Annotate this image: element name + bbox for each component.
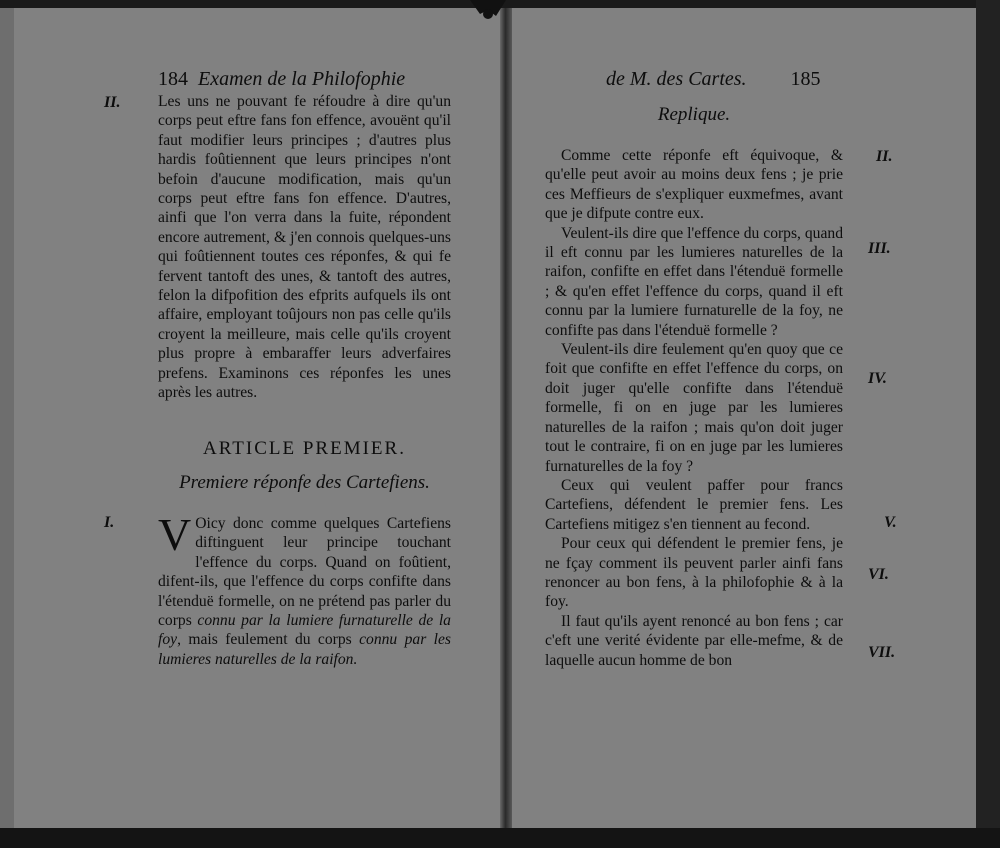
- right-running-head: [606, 68, 831, 91]
- paragraph: Veulent-ils dire que l'effence du corps, quand il eft connu par les lumieres naturelles de la raifon, confifte en effet dans l'étenduë formelle ; & qu'en effet l'effence du corps, quand il eft connu par la lumiere furnaturelle de la foy, ne confifte pas dans l'étenduë formelle ?: [545, 224, 843, 339]
- article-body-text: [158, 509, 451, 669]
- binding-clasp-icon: [466, 0, 510, 26]
- right-body-text: [545, 146, 843, 670]
- drop-cap: V: [158, 509, 192, 560]
- left-margin-number: II.: [104, 94, 121, 111]
- paragraph: Ceux qui veulent paffer pour francs Cartefiens, défendent le premier fens. Les Cartefiens mitigez s'en tiennent au fecond.: [545, 476, 843, 533]
- scan-edge-right: [976, 0, 1000, 848]
- article-text-emphasis: connu par la lumiere furnaturelle de la foy: [158, 612, 451, 649]
- right-margin-number: VII.: [868, 644, 896, 661]
- paragraph: Les uns ne pouvant fe réfoudre à dire qu'un corps peut eftre fans fon effence, avouënt qu'il faut modifier leurs principes ; d'autres plus hardis foûtiennent que leurs principes n'ont befoin d'aucune modification, mais qu'un corps peut eftre fans fon effence. D'autres, ainfi que l'on verra dans la fuite, répondent encore autrement, & j'en connois quelques-uns qui foûtiennent toutes ces réponfes, & qui fe fervent tantoft des unes, & tantoft des autres, felon la difpofition des efprits aufquels ils ont affaire, employant toûjours non pas celle qu'ils croyent la meilleure, mais celle qu'ils croyent plus propre à embaraffer leurs adverfaires prefens. Examinons ces réponfes les unes après les autres.: [158, 93, 451, 402]
- article-text-mid: , mais feulement du corps: [177, 631, 352, 649]
- paragraph: Il faut qu'ils ayent renoncé au bon fens ; car c'eft une verité évidente par elle-mefme, & de laquelle aucun homme de bon: [545, 612, 843, 669]
- right-margin-number: III.: [868, 240, 891, 257]
- article-text-emphasis: connu par les lumieres naturelles de la raifon.: [158, 631, 451, 668]
- scan-edge-bottom: [0, 828, 1000, 848]
- right-sub-heading: Replique.: [657, 104, 731, 125]
- paragraph: Comme cette réponfe eft équivoque, & qu'elle peut avoir au moins deux fens ; je prie ces Meffieurs de s'expliquer euxmefmes, avant que je difpute contre eux.: [545, 147, 843, 223]
- book-gutter: [500, 8, 512, 828]
- left-folio: 184: [158, 68, 188, 90]
- right-margin-number: II.: [876, 148, 893, 165]
- article-text-plain: Oicy donc comme quelques Cartefiens diftinguent leur principe touchant l'effence du corps. Quand on foûtient, difent-ils, que l'effence du corps confifte dans l'étenduë formelle, on ne prétend pas parler du corps: [158, 515, 451, 630]
- left-body-text: [158, 92, 451, 403]
- right-folio: 185: [790, 68, 821, 90]
- left-margin-number: I.: [104, 514, 115, 531]
- right-margin-number: V.: [884, 514, 897, 531]
- paragraph: Veulent-ils dire feulement qu'en quoy que ce foit que confifte en effet l'effence du corps, on doit juger qu'elle confifte dans l'étenduë formelle, fi on en juge par les lumieres naturelles de la raifon ; mais qu'on doit juger tout le contraire, fi on en juge par les lumieres furnaturelles de la foy ?: [545, 341, 843, 475]
- paragraph: [158, 509, 451, 669]
- right-running-title: de M. des Cartes.: [606, 68, 747, 90]
- left-running-head: [158, 68, 405, 91]
- paragraph: Pour ceux qui défendent le premier fens, je ne fçay comment ils peuvent parler ainfi fans renoncer au bon fens, à la philofophie & à la foy.: [545, 535, 843, 611]
- right-margin-number: IV.: [868, 370, 887, 387]
- left-sub-heading: Premiere réponfe des Cartefiens.: [179, 472, 430, 493]
- right-margin-number: VI.: [868, 566, 889, 583]
- article-heading: ARTICLE PREMIER.: [203, 438, 406, 459]
- left-running-title: Examen de la Philofophie: [198, 68, 406, 90]
- scan-edge-left: [0, 0, 14, 848]
